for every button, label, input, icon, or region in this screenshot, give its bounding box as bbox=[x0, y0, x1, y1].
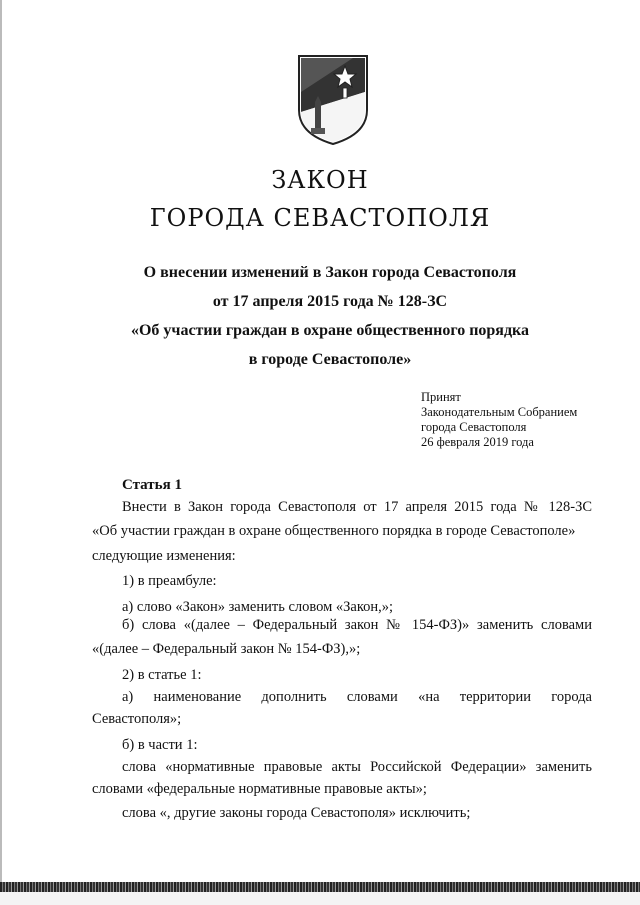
list-item: слова «, другие законы города Севастополя» исключить; bbox=[122, 805, 471, 821]
issuer-title: ГОРОДА СЕВАСТОПОЛЯ bbox=[149, 204, 491, 232]
list-item: а) наименование дополнить словами «на территории города bbox=[122, 689, 592, 705]
law-title-line: в городе Севастополе» bbox=[248, 351, 412, 368]
scan-edge-bottom bbox=[0, 882, 640, 892]
law-title-line: «Об участии граждан в охране общественного порядка bbox=[130, 322, 530, 339]
adoption-line: Законодательным Собранием bbox=[421, 405, 578, 419]
adoption-date: 26 февраля 2019 года bbox=[421, 435, 534, 449]
scan-margin-bottom bbox=[0, 892, 640, 905]
law-title bbox=[60, 258, 600, 374]
article-heading: Статья 1 bbox=[122, 477, 182, 493]
list-item: 2) в статье 1: bbox=[122, 667, 202, 683]
list-item: 1) в преамбуле: bbox=[122, 573, 217, 589]
list-item: слова «нормативные правовые акты Российской Федерации» заменить bbox=[122, 759, 592, 775]
paragraph-line: Внести в Закон города Севастополя от 17 апреля 2015 года № 128-ЗС bbox=[122, 499, 592, 515]
adoption-line: Принят bbox=[421, 390, 461, 404]
list-item: а) слово «Закон» заменить словом «Закон,»; bbox=[122, 599, 394, 615]
list-item-continuation: «(далее – Федеральный закон № 154-ФЗ),»; bbox=[92, 641, 361, 657]
list-item: б) в части 1: bbox=[122, 737, 198, 753]
paragraph-line: следующие изменения: bbox=[92, 548, 236, 564]
list-item-continuation: словами «федеральные нормативные правовые акты»; bbox=[92, 781, 427, 797]
sevastopol-coat-of-arms bbox=[293, 52, 373, 146]
law-title-line: от 17 апреля 2015 года № 128-ЗС bbox=[212, 293, 448, 310]
adoption-line: города Севастополя bbox=[421, 420, 527, 434]
scan-edge-left bbox=[0, 0, 2, 905]
law-title-line: О внесении изменений в Закон города Севастополя bbox=[143, 264, 517, 281]
paragraph-line: «Об участии граждан в охране общественного порядка в городе Севастополе» bbox=[92, 523, 576, 539]
document-type-title: ЗАКОН bbox=[271, 166, 369, 194]
list-item: б) слова «(далее – Федеральный закон № 154-ФЗ)» заменить словами bbox=[122, 617, 592, 633]
adoption-block bbox=[421, 390, 577, 450]
list-item-continuation: Севастополя»; bbox=[92, 711, 182, 727]
